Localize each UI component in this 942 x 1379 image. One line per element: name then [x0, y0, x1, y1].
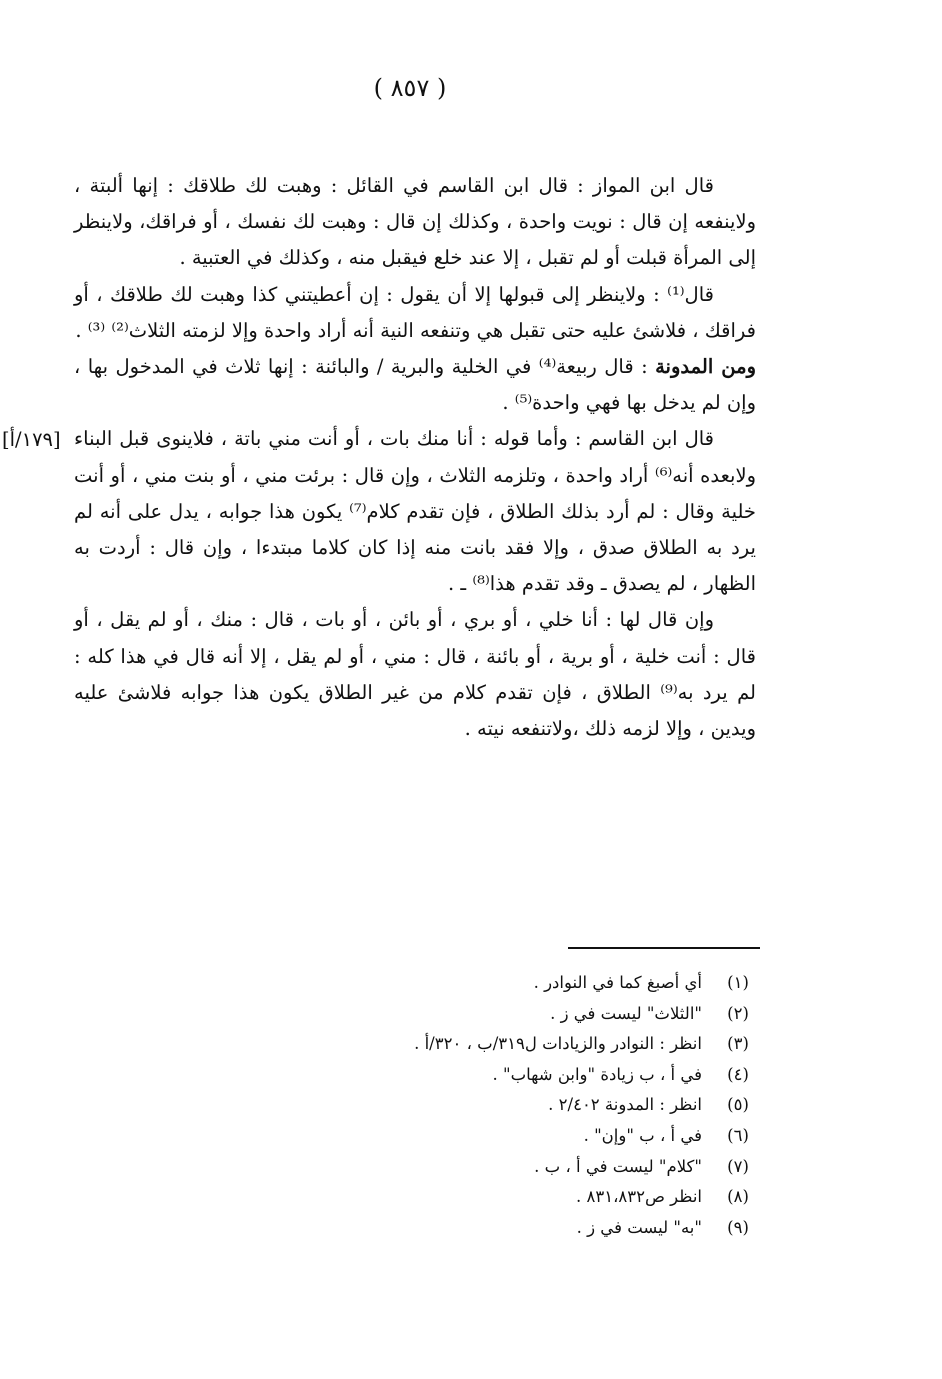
footnote-number: (٤) [727, 1064, 749, 1084]
footnote-text: "الثلاث" ليست في ز . [550, 1003, 702, 1023]
footnote [202, 999, 762, 1030]
footnote-number: (١) [727, 973, 749, 992]
footnote-text: انظر : النوادر والزيادات ل٣١٩/ب ، ٣٢٠/أ . [414, 1034, 702, 1054]
footnote [202, 1090, 762, 1121]
footnote [202, 1152, 762, 1183]
paragraph: قال ابن المواز : قال ابن القاسم في القائل : وهبت لك طلاقك : إنها ألبتة ، ولاينفعه إن قال : نويت واحدة ، وكذلك إن قال : وهبت لك نفسك ، أو فراقك، ولاينظر إلى المرأة قبلت أو لم تقبل ، إلا عند خلع فيقبل منه ، وكذلك في العتبية . [74, 174, 756, 270]
footnote-number: (٨) [727, 1187, 749, 1207]
footnote [202, 968, 762, 999]
footnote-divider [568, 947, 760, 949]
footnote-text: "به" ليست في ز . [576, 1217, 702, 1237]
footnote-number: (٩) [727, 1217, 749, 1237]
footnote-text: انظر ص٨٣١،٨٣٢ . [575, 1187, 702, 1207]
footnote-text: في أ ، ب "وإن" . [583, 1125, 702, 1145]
footnote [202, 1060, 762, 1091]
footnote-text: في أ ، ب زيادة "وابن شهاب" . [492, 1064, 702, 1084]
paragraph-text: : قال ربيعة⁽⁴⁾ في الخلية والبرية / والبائنة : إنها ثلاث في المدخول بها ، وإن لم يدخل بها فهي واحدة⁽⁵⁾ . [74, 355, 756, 415]
footnote-text: "كلام" ليست في أ ، ب . [534, 1156, 702, 1176]
footnote-number: (٢) [727, 1003, 749, 1023]
paragraph: وإن قال لها : أنا خلي ، أو بري ، أو بائن ، أو بات ، قال : منك ، أو لم يقل ، أو قال : أنت خلية ، أو برية ، أو بائنة ، قال : مني ، أو لم يقل ، إلا أنه قال في هذا كله : لم يرد به⁽⁹⁾ الطلاق ، فإن تقدم كلام من غير الطلاق يكون هذا جوابه فلاشئ عليه ويدين ، وإلا لزمه ذلك ،ولاتنفعه نيته . [74, 608, 756, 741]
main-text [74, 168, 756, 747]
footnote [202, 1121, 762, 1152]
footnote-number: (٥) [727, 1095, 749, 1115]
paragraph: قال ابن القاسم : وأما قوله : أنا منك بات ، أو أنت مني باتة ، فلاينوى قبل البناء ولابعده أنه⁽⁶⁾ أراد واحدة ، وتلزمه الثلاث ، وإن قال : برئت مني ، أو بنت مني ، أو أنت خلية وقال : لم أرد بذلك الطلاق ، فإن تقدم كلام⁽⁷⁾ يكون هذا جوابه ، يدل على أنه لم يرد به الطلاق صدق ، وإلا فقد بانت منه إذا كان كلاما مبتدءا ، وإن قال : أردت به الظهار ، لم يصدق ـ وقد تقدم هذا⁽⁸⁾ ـ . [74, 427, 756, 596]
section-lead: ومن المدونة [655, 355, 756, 379]
footnote-number: (٦) [727, 1125, 749, 1145]
paragraph [74, 349, 756, 421]
footnote-number: (٧) [727, 1156, 749, 1176]
footnote-number: (٣) [727, 1034, 749, 1054]
footnote [202, 1182, 762, 1213]
page-number: ( ٨٥٧ ) [373, 74, 447, 102]
folio-marker: [١٧٩/أ] [2, 428, 61, 451]
paragraph: قال⁽¹⁾ : ولاينظر إلى قبولها إلا أن يقول : إن أعطيتني كذا وهبت لك طلاقك ، أو فراقك ، فلاشئ عليه حتى تقبل هي وتنفعه النية أنه أراد واحدة وإلا لزمته الثلاث⁽²⁾ ⁽³⁾ . [74, 282, 756, 342]
footnotes [202, 968, 762, 1243]
footnote-text: انظر : المدونة ٢/٤٠٢ . [548, 1095, 702, 1115]
footnote [202, 1029, 762, 1060]
footnote-text: أي أصبغ كما في النوادر . [533, 973, 702, 992]
footnote [202, 1213, 762, 1244]
